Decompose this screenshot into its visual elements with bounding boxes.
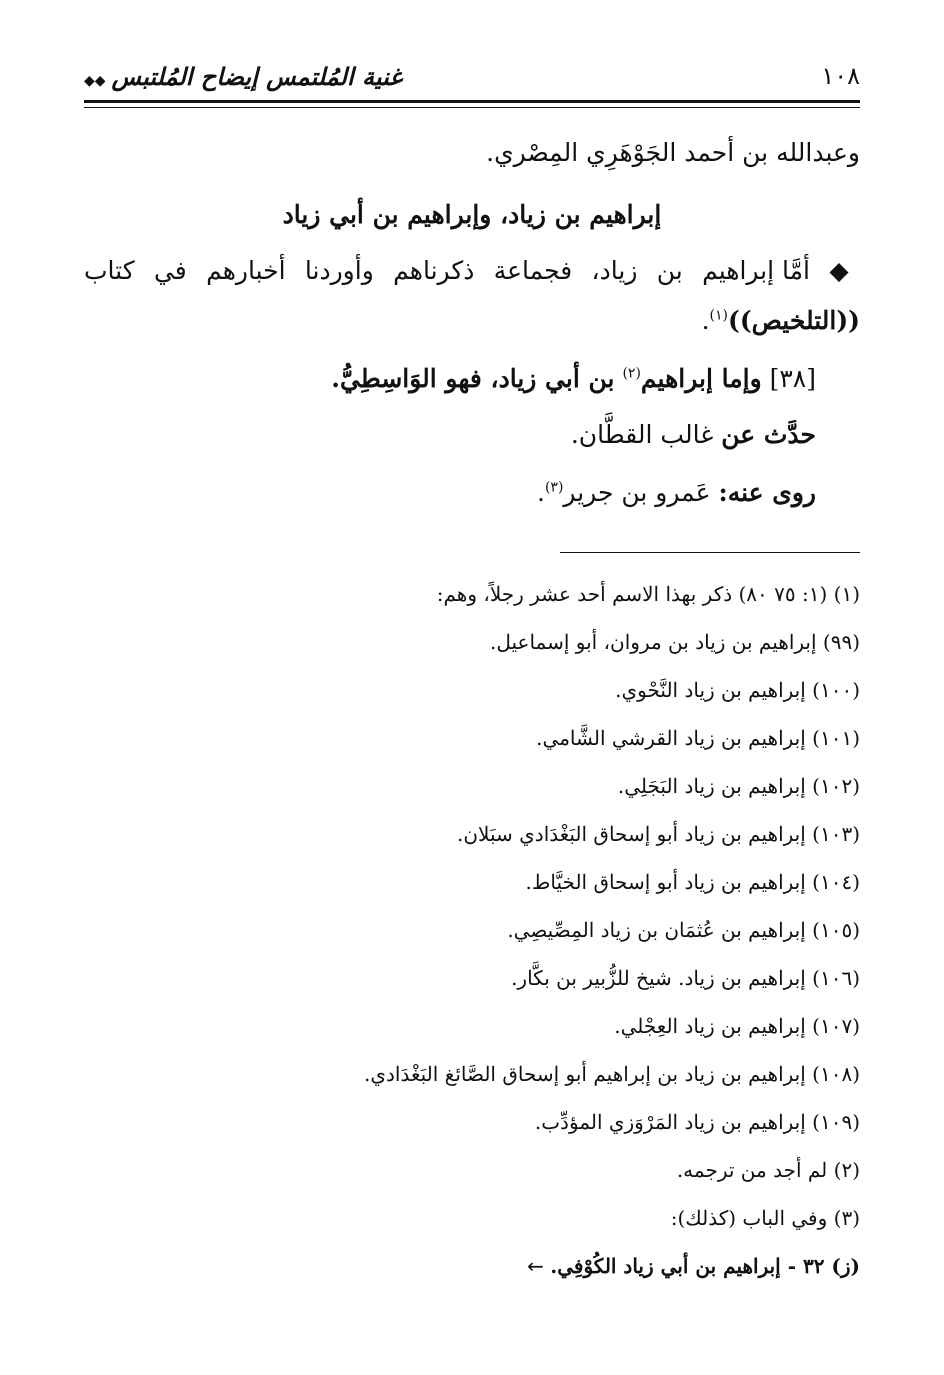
footnote-1-intro: (١) (١: ٧٥ ٨٠) ذكر بهذا الاسم أحد عشر رجلاً، وهم: (436, 582, 860, 606)
rawa-value: عَمرو بن جرير (563, 478, 711, 507)
footnote-item: (١٠٧) إبراهيم بن زياد العِجْلي. (614, 1014, 860, 1038)
hadath-label: حدَّث عن (721, 420, 816, 449)
header-rule-thick (84, 100, 860, 103)
footnote-3-ref-text: (ز) ٣٢ - إبراهيم بن أبي زياد الكُوْفِي. (550, 1254, 860, 1278)
footnote-item: (١٠٤) إبراهيم بن زياد أبو إسحاق الخيَّاط. (525, 870, 860, 894)
hadath-value: غالب القطَّان. (570, 420, 714, 449)
page-header (84, 56, 860, 96)
footnote-item: (١٠٦) إبراهيم بن زياد. شيخ للزُّبير بن بكَّار. (511, 966, 860, 990)
rawa-line (84, 478, 816, 507)
header-rule-thin (84, 107, 860, 108)
footnote-item: (١٠٠) إبراهيم بن زياد النَّحْوي. (615, 678, 860, 702)
diamond-ornament-icon: ◆◆ (84, 72, 106, 89)
entry-title: وإما إبراهيم (640, 364, 762, 393)
footnote-item: (٩٩) إبراهيم بن زياد بن مروان، أبو إسماعيل. (489, 630, 860, 654)
entry-title-rest: بن أبي زياد، فهو الوَاسِطِيُّ. (331, 364, 615, 393)
paragraph-end: . (701, 306, 710, 335)
footnote-3: (٣) وفي الباب (كذلك): (670, 1206, 860, 1230)
entry-number: [٣٨] (769, 364, 816, 393)
footnote-3-reference (84, 1254, 860, 1278)
footnote-item: (١٠٢) إبراهيم بن زياد البَجَلِي. (617, 774, 860, 798)
footnote-ref-1: (١) (709, 307, 728, 324)
paragraph-line-1 (84, 256, 860, 285)
hadath-line (84, 420, 816, 449)
continue-arrow-icon: ← (527, 1254, 544, 1278)
page-number: ١٠٨ (821, 62, 860, 90)
footnote-item: (١٠٩) إبراهيم بن زياد المَرْوَزي المؤدِّب. (534, 1110, 860, 1134)
footnote-item: (١٠٨) إبراهيم بن زياد بن إبراهيم أبو إسحاق الصَّائغ البَغْدَادي. (364, 1062, 860, 1086)
footnote-item: (١٠٥) إبراهيم بن عُثمَان بن زياد المِصِّيصِي. (507, 918, 860, 942)
footnote-separator (560, 552, 860, 553)
footnote-item: (١٠١) إبراهيم بن زياد القرشي الشَّامي. (536, 726, 860, 750)
footnote-2: (٢) لم أجد من ترجمه. (676, 1158, 860, 1182)
section-heading: إبراهيم بن زياد، وإبراهيم بن أبي زياد (282, 200, 662, 229)
running-title (84, 62, 402, 91)
running-title-text: غنية المُلتمس إيضاح المُلتبس (111, 61, 402, 91)
bullet-diamond-icon: ◆ (829, 256, 860, 285)
paragraph-text-1: أمَّا إبراهيم بن زياد، فجماعة ذكرناهم وأوردنا أخبارهم في كتاب (84, 256, 810, 285)
rawa-label: روى عنه: (718, 478, 816, 507)
entry-line (84, 364, 816, 393)
body-line-1: وعبدالله بن أحمد الجَوْهَرِي المِصْري. (486, 138, 860, 167)
footnote-item: (١٠٣) إبراهيم بن زياد أبو إسحاق البَغْدَادي سبَلان. (457, 822, 860, 846)
paragraph-line-2 (84, 306, 860, 335)
book-title: ((التلخيص)) (727, 306, 860, 335)
rawa-end: . (536, 478, 545, 507)
footnote-ref-3: (٣) (544, 479, 564, 496)
footnote-ref-2: (٢) (622, 365, 641, 382)
